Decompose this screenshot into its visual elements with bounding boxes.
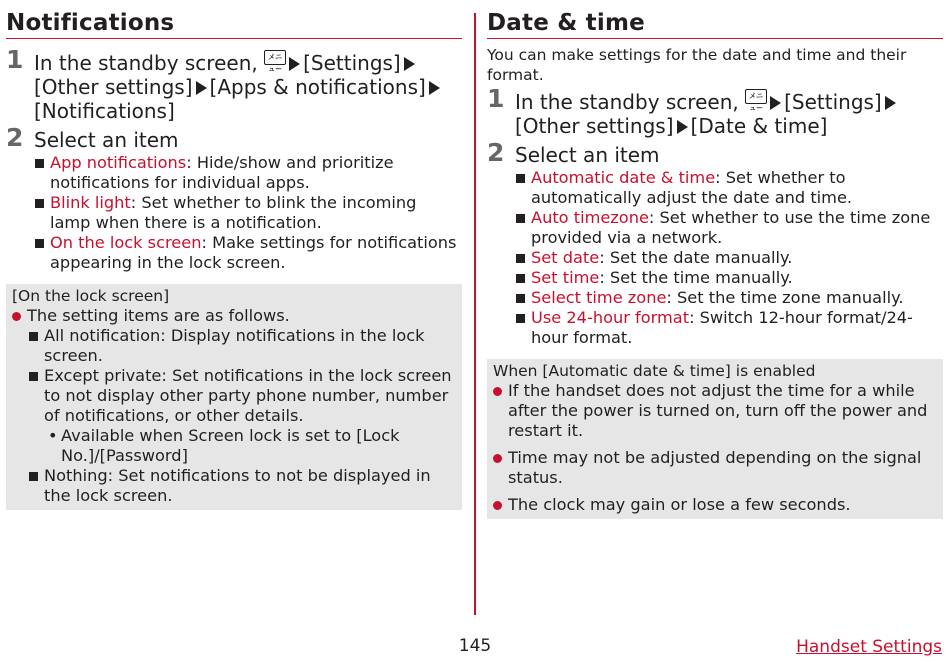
page-number: 145: [458, 636, 492, 656]
menu-key-icon-label: メニュー: [268, 53, 283, 73]
note-bullet: The clock may gain or lose a few seconds.: [493, 495, 937, 515]
notifications-section: [6, 0, 462, 510]
list-item: [50, 153, 462, 193]
list-item: [50, 193, 462, 233]
step-number: 1: [6, 45, 24, 74]
list-item: [531, 168, 943, 208]
list-item: [531, 288, 943, 308]
item-desc: : Set the time zone manually.: [666, 288, 904, 307]
item-desc: : Set whether to automatically adjust the date and time.: [531, 168, 853, 207]
note-sub-item: Except private: Set notifications in the lock screen to not display other party phone number, number of notifications, or other details.: [12, 366, 456, 426]
menu-key-icon: [264, 50, 286, 73]
list-item: [531, 248, 943, 268]
menu-key-icon: [745, 89, 767, 112]
item-term: On the lock screen: [50, 233, 202, 252]
step-1: [487, 84, 943, 138]
note-box-automatic-date-time: [487, 359, 943, 519]
arrow-right-icon: [429, 81, 440, 95]
section-intro: You can make settings for the date and time and their format.: [487, 46, 907, 84]
item-list: [6, 153, 462, 273]
section-title-notifications: Notifications: [6, 0, 462, 39]
step-2: [487, 138, 943, 167]
note-box-title: [On the lock screen]: [12, 287, 170, 305]
menu-path-other-settings: [Other settings]: [34, 75, 193, 99]
item-term: Blink light: [50, 193, 131, 212]
step-text: In the standby screen,: [515, 90, 746, 114]
arrow-right-icon: [289, 57, 300, 71]
step-1: [6, 45, 462, 123]
note-bullet: The setting items are as follows.: [12, 306, 456, 326]
item-term: Automatic date & time: [531, 168, 716, 187]
date-time-section: [487, 0, 943, 519]
step-number: 1: [487, 84, 505, 113]
note-box-title: When [Automatic date & time] is enabled: [493, 362, 816, 380]
item-term: Set date: [531, 248, 600, 267]
item-term: Select time zone: [531, 288, 667, 307]
note-sub-item: All notification: Display notifications in the lock screen.: [12, 326, 456, 366]
list-item: [50, 233, 462, 273]
menu-path-date-time: [Date & time]: [690, 114, 828, 138]
menu-path-settings: [Settings]: [784, 90, 882, 114]
item-desc: : Set the time manually.: [599, 268, 793, 287]
note-bullet: If the handset does not adjust the time for a while after the power is turned on, turn off the power and restart it.: [493, 381, 937, 441]
item-desc: : Make settings for notifications appearing in the lock screen.: [50, 233, 457, 272]
section-link-handset-settings[interactable]: Handset Settings: [796, 637, 942, 657]
list-item: [531, 208, 943, 248]
step-2: [6, 123, 462, 152]
step-text: Select an item: [515, 143, 660, 167]
item-desc: : Switch 12-hour format/24-hour format.: [531, 308, 913, 347]
item-desc: : Set the date manually.: [599, 248, 793, 267]
note-bullet: Time may not be adjusted depending on the signal status.: [493, 448, 937, 488]
item-desc: : Set whether to use the time zone provided via a network.: [531, 208, 931, 247]
item-term: Set time: [531, 268, 600, 287]
step-text: Select an item: [34, 128, 179, 152]
arrow-right-icon: [677, 120, 688, 134]
menu-path-settings: [Settings]: [303, 51, 401, 75]
item-desc: : Set whether to blink the incoming lamp when there is a notification.: [50, 193, 417, 232]
menu-path-other-settings: [Other settings]: [515, 114, 674, 138]
arrow-right-icon: [196, 81, 207, 95]
note-sub-item: Nothing: Set notifications to not be displayed in the lock screen.: [12, 466, 456, 506]
menu-path-notifications: [Notifications]: [34, 99, 175, 123]
step-number: 2: [487, 138, 505, 167]
arrow-right-icon: [885, 96, 896, 110]
list-item: [531, 268, 943, 288]
item-desc: : Hide/show and prioritize notifications for individual apps.: [50, 153, 394, 192]
note-sub-dot-item: • Available when Screen lock is set to [Lock No.]/[Password]: [12, 426, 456, 466]
menu-path-apps-notifications: [Apps & notifications]: [209, 75, 426, 99]
item-term: Use 24-hour format: [531, 308, 690, 327]
note-box-lock-screen: [6, 284, 462, 510]
step-number: 2: [6, 123, 24, 152]
item-term: App notifications: [50, 153, 187, 172]
menu-key-icon-label: メニュー: [749, 92, 764, 112]
arrow-right-icon: [770, 96, 781, 110]
item-term: Auto timezone: [531, 208, 649, 227]
arrow-right-icon: [404, 57, 415, 71]
list-item: [531, 308, 943, 348]
step-text: In the standby screen,: [34, 51, 265, 75]
item-list: [487, 168, 943, 348]
column-divider: [474, 13, 476, 615]
section-title-date-time: Date & time: [487, 0, 943, 39]
